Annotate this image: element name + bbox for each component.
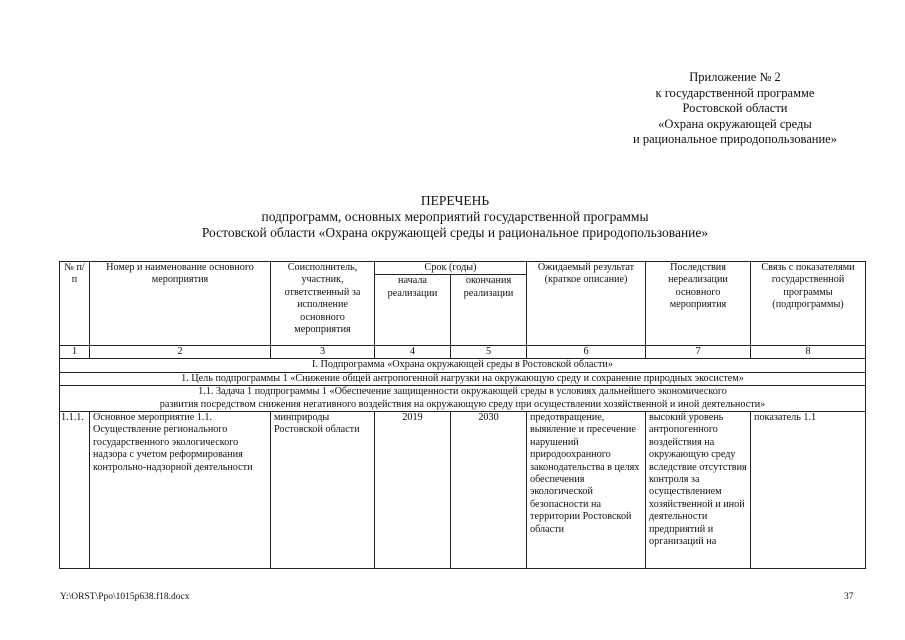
task-line: 1.1. Задача 1 подпрограммы 1 «Обеспечение защищенности окружающей среды в условиях дальнейшего экономического — [198, 386, 727, 398]
document-title — [140, 193, 770, 241]
header-term: Срок (годы) — [375, 262, 527, 275]
appendix-block — [590, 70, 880, 148]
goal-row — [60, 372, 866, 385]
column-number: 6 — [527, 346, 646, 359]
task-row — [60, 386, 866, 412]
row-name: Основное мероприятие 1.1. Осуществление регионального государственного экологического надзора с учетом реформирования контрольно-надзорной деятельности — [90, 412, 271, 569]
header-end: окончания реализации — [451, 275, 527, 346]
header-name: Номер и наименование основного мероприятия — [90, 262, 271, 346]
row-consequences: высокий уровень антропогенного воздействия на окружающую среду вследствие отсутствия контроля за осуществлением хозяйственной и иной деятельности предприятий и организаций на — [646, 412, 751, 569]
column-number: 4 — [375, 346, 451, 359]
title-line: Ростовской области «Охрана окружающей среды и рациональное природопользование» — [201, 225, 709, 240]
page-number: 37 — [844, 592, 854, 602]
header-row — [60, 262, 866, 275]
row-num: 1.1.1. — [60, 412, 90, 569]
row-link: показатель 1.1 — [751, 412, 866, 569]
title-line: ПЕРЕЧЕНЬ — [420, 193, 490, 208]
appendix-line: Приложение № 2 — [689, 70, 781, 84]
header-consequences: Последствия нереализации основного мероприятия — [646, 262, 751, 346]
task-line: развития посредством снижения негативного воздействия на окружающую среду при осуществлении хозяйственной и иной деятельности» — [159, 398, 766, 410]
table-row — [60, 412, 866, 569]
column-number: 8 — [751, 346, 866, 359]
subprogram-row — [60, 359, 866, 372]
appendix-line: Ростовской области — [682, 101, 788, 115]
appendix-line: «Охрана окружающей среды — [658, 116, 812, 131]
column-number: 2 — [90, 346, 271, 359]
title-line: подпрограмм, основных мероприятий государственной программы — [261, 209, 649, 224]
subprogram-title: I. Подпрограмма «Охрана окружающей среды в Ростовской области» — [60, 359, 866, 372]
row-executor: минприроды Ростовской области — [271, 412, 375, 569]
column-number: 7 — [646, 346, 751, 359]
measures-table — [59, 261, 866, 569]
file-path: Y:\ORST\Ppo\1015p638.f18.docx — [60, 592, 190, 602]
header-num: № п/п — [60, 262, 90, 346]
task-title — [60, 386, 866, 412]
appendix-line: к государственной программе — [655, 85, 815, 100]
column-number: 5 — [451, 346, 527, 359]
appendix-line: и рациональное природопользование» — [633, 132, 837, 146]
row-start: 2019 — [375, 412, 451, 569]
header-link: Связь с показателями государственной программы (подпрограммы) — [751, 262, 866, 346]
row-end: 2030 — [451, 412, 527, 569]
header-start: начала реализации — [375, 275, 451, 346]
goal-title: 1. Цель подпрограммы 1 «Снижение общей антропогенной нагрузки на окружающую среду и сохранение природных экосистем» — [60, 372, 866, 385]
column-number: 3 — [271, 346, 375, 359]
row-result: предотвращение, выявление и пресечение нарушений природоохранного законодательства в целях обеспечения экологической безопасности на территории Ростовской области — [527, 412, 646, 569]
header-result: Ожидаемый результат (краткое описание) — [527, 262, 646, 346]
header-executor: Соисполнитель, участник, ответственный за исполнение основного мероприятия — [271, 262, 375, 346]
column-number: 1 — [60, 346, 90, 359]
column-numbers-row — [60, 346, 866, 359]
